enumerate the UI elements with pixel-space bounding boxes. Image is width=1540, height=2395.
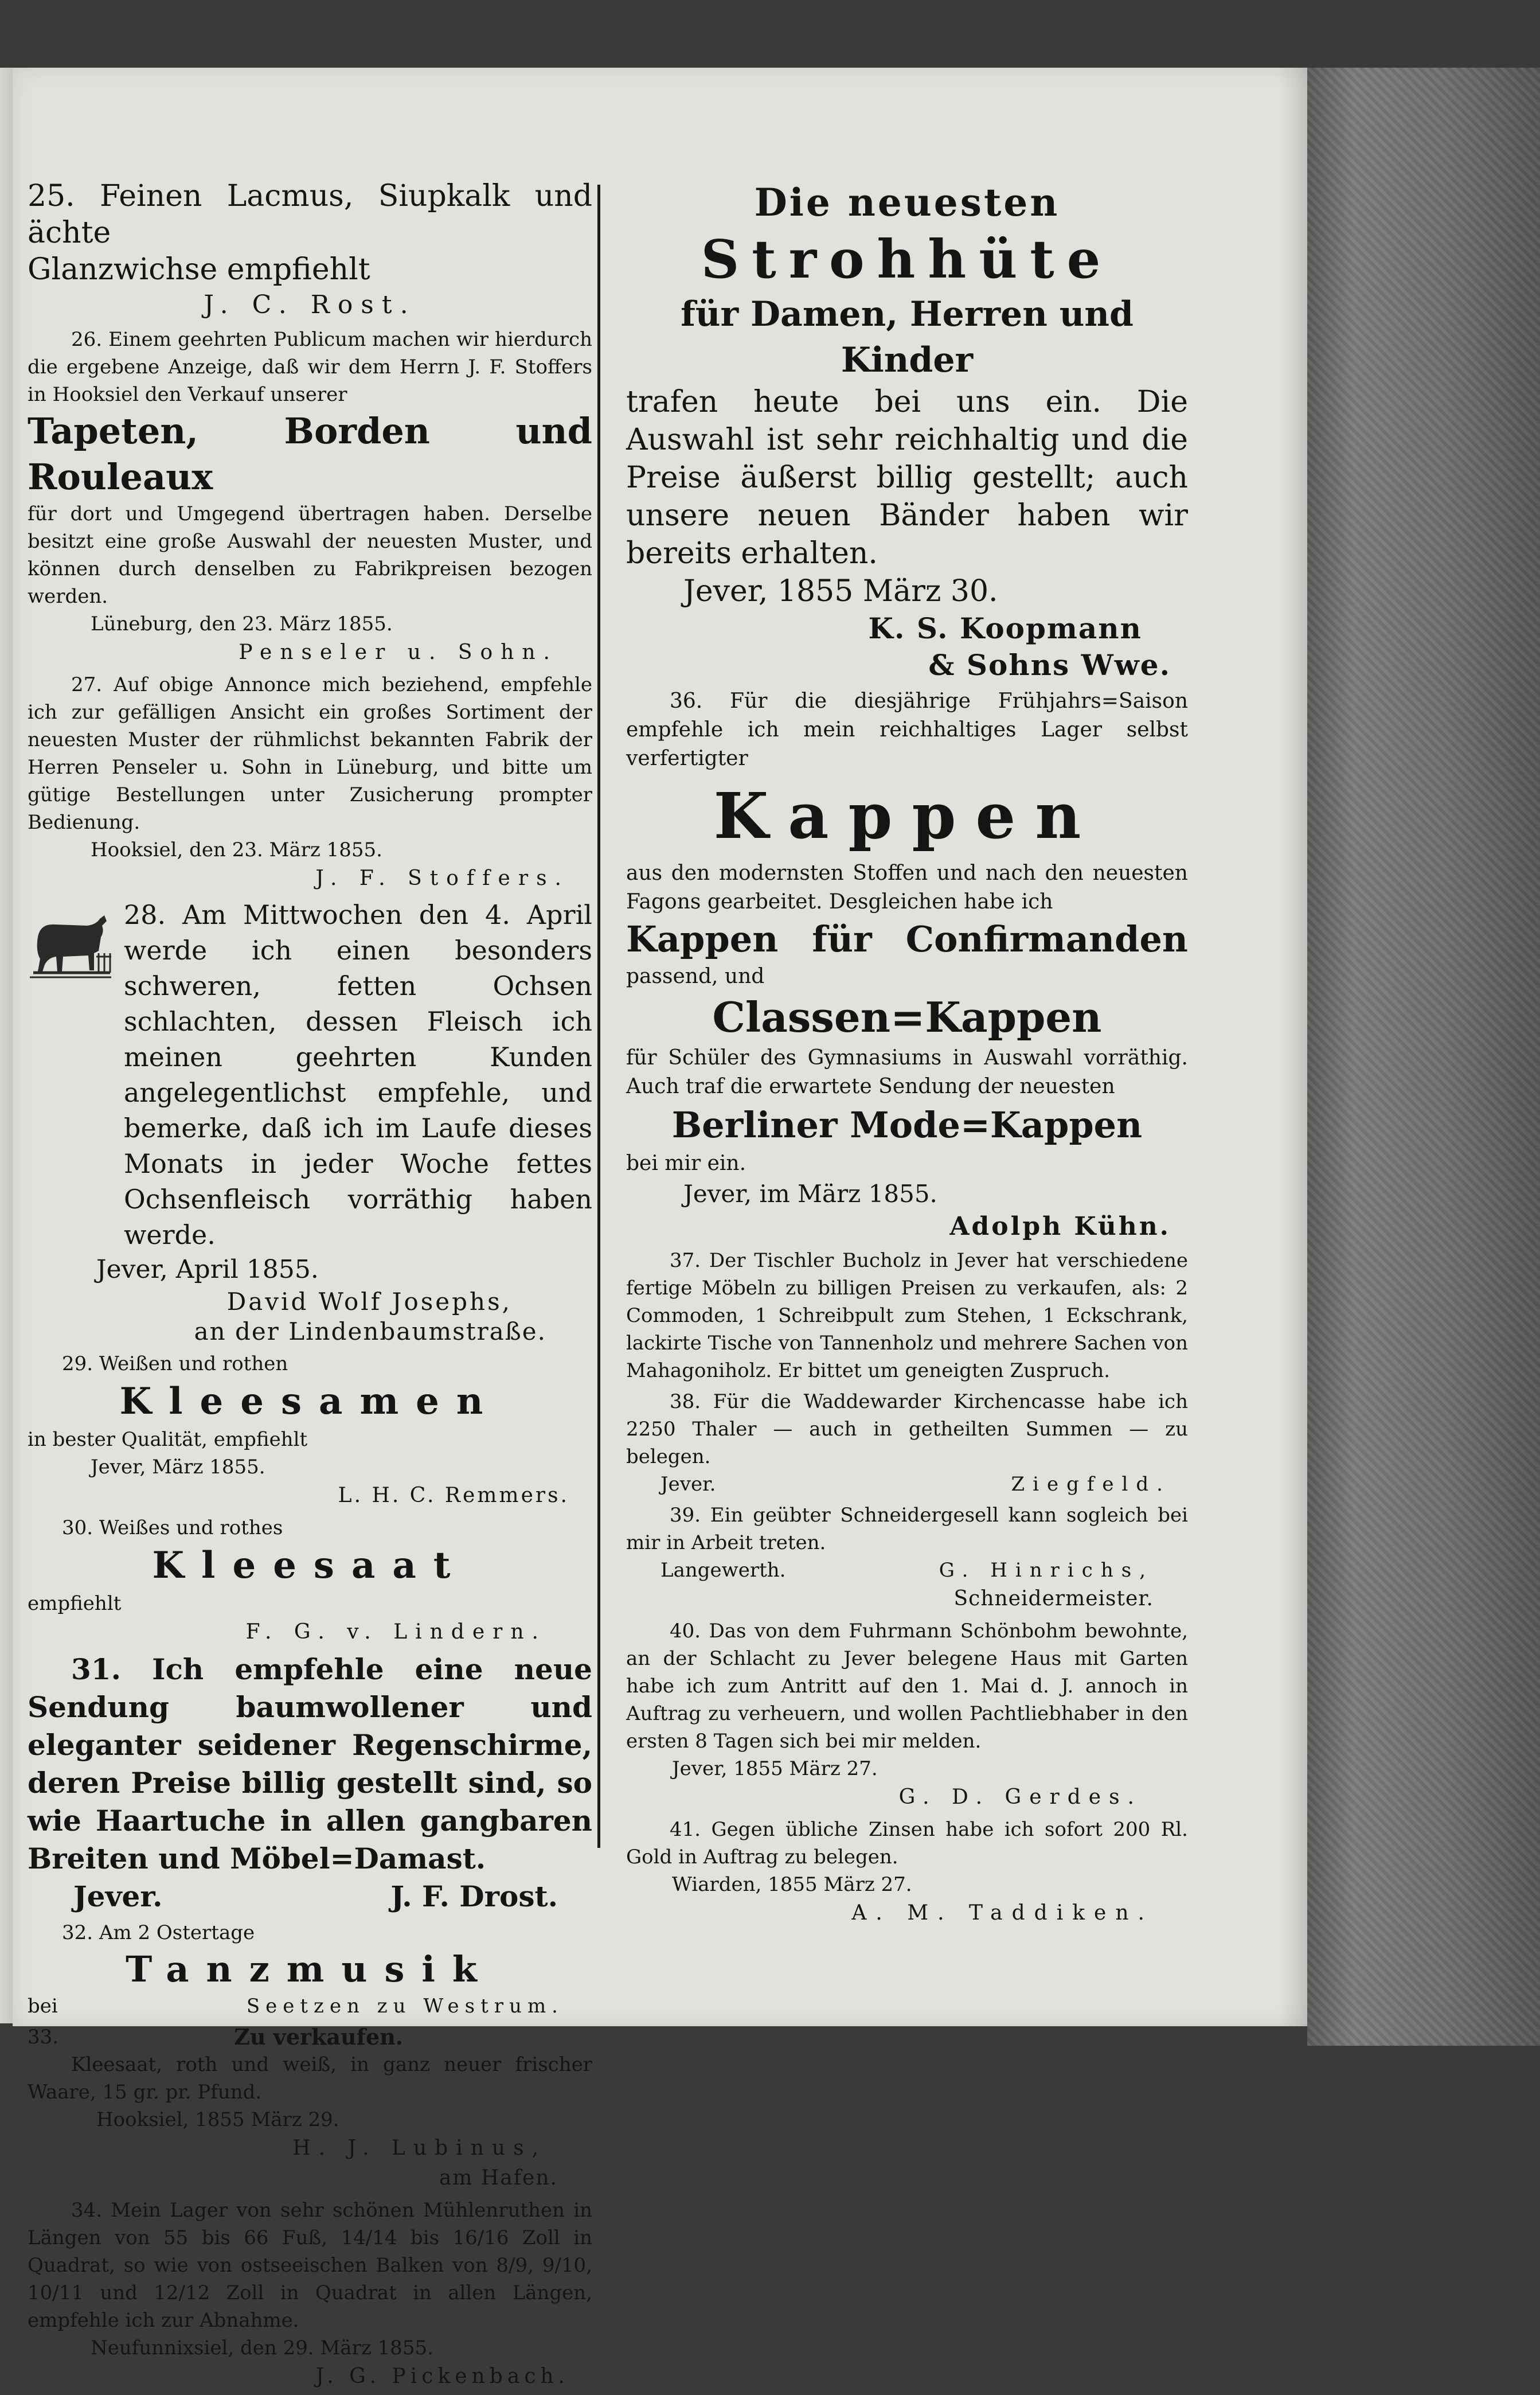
ad-36-headline: Kappen: [713, 779, 1101, 853]
ad-34-text: 34. Mein Lager von sehr schönen Mühlenruthen in Längen von 55 bis 66 Fuß, 14/14 bis 16/16 Zoll in Quadrat, so wie von ostseeischen Balken von 8/9, 9/10, 10/11 und 12/12 Zoll in Quadrat in allen Längen, empfehle ich zur Abnahme.: [28, 2199, 592, 2332]
ad-27-signature: J. F. Stoffers.: [315, 867, 569, 890]
left-column: [28, 178, 592, 2395]
ad-28: [28, 897, 592, 1347]
ad-36-text4: für Schüler des Gymnasiums in Auswahl vorräthig. Auch traf die erwartete Sendung der neuesten: [626, 1046, 1188, 1098]
ad-29: [28, 1350, 592, 1511]
ad-30: [28, 1514, 592, 1647]
ad-25-line1: 25. Feinen Lacmus, Siupkalk und ächte: [28, 179, 592, 250]
ad-36-text5: bei mir ein.: [626, 1152, 746, 1175]
ad-26-headline: Tapeten, Borden und Rouleaux: [28, 410, 592, 498]
ad-37: [626, 1247, 1188, 1384]
ad-26-place: Lüneburg, den 23. März 1855.: [91, 613, 393, 635]
ad-25-signature: J. C. Rost.: [204, 290, 416, 319]
ad-38-footer: [626, 1470, 1188, 1498]
ad-36-headline-2: Kappen für Confirmanden: [626, 918, 1188, 960]
ad-35-headline-3: für Damen, Herren und: [681, 294, 1133, 334]
ad-41-signature: A. M. Taddiken.: [851, 1901, 1154, 1925]
ad-33-text: Kleesaat, roth und weiß, in ganz neuer frischer Waare, 15 gr. pr. Pfund.: [28, 2053, 592, 2104]
ad-39-text: 39. Ein geübter Schneidergesell kann sogleich bei mir in Arbeit treten.: [626, 1504, 1188, 1554]
ad-41-place: Wiarden, 1855 März 27.: [672, 1873, 912, 1896]
ad-38: [626, 1388, 1188, 1498]
ad-36-text: 36. Für die diesjährige Frühjahrs=Saison empfehle ich mein reichhaltiges Lager selbst verfertigter: [626, 689, 1188, 770]
ad-26-text: 26. Einem geehrten Publicum machen wir hierdurch die ergebene Anzeige, daß wir dem Herrn J. F. Stoffers in Hooksiel den Verkauf unserer: [28, 328, 592, 406]
ad-33-signature-address: am Hafen.: [439, 2166, 558, 2190]
ad-40: [626, 1617, 1188, 1812]
book-binding: [1307, 68, 1540, 2046]
ad-36-place: Jever, im März 1855.: [683, 1180, 937, 1208]
ad-32-headline: Tanzmusik: [126, 1948, 494, 1990]
ad-32-footer: [28, 1992, 592, 2020]
ad-33: [28, 2023, 592, 2193]
ad-32-pre: bei: [28, 1995, 58, 2018]
ad-26-signature: Penseler u. Sohn.: [239, 641, 558, 664]
ad-28-signature-address: an der Lindenbaumstraße.: [194, 1317, 546, 1345]
ad-41-text: 41. Gegen übliche Zinsen habe ich sofort 200 Rl. Gold in Auftrag zu belegen.: [626, 1818, 1188, 1869]
ad-31: [28, 1651, 592, 1916]
ad-29-headline: Kleesamen: [119, 1380, 501, 1423]
ad-35-headline-1: Die neuesten: [754, 180, 1060, 225]
ad-27: [28, 671, 592, 894]
column-divider: [597, 185, 600, 1848]
ad-35-text: trafen heute bei uns ein. Die Auswahl ist sehr reichhaltig und die Preise äußerst billig gestellt; auch unsere neuen Bänder haben wir bereits erhalten.: [626, 385, 1188, 571]
ad-35-headline-2: Strohhüte: [701, 228, 1113, 290]
ad-33-headline: Zu verkaufen.: [234, 2024, 403, 2050]
ad-30-signature: F. G. v. Lindern.: [245, 1620, 546, 1644]
ad-35-place: Jever, 1855 März 30.: [683, 574, 998, 608]
ad-39: [626, 1501, 1188, 1614]
ad-33-place: Hooksiel, 1855 März 29.: [96, 2108, 339, 2131]
ad-28-place: Jever, April 1855.: [96, 1255, 319, 1284]
ad-34-place: Neufunnixsiel, den 29. März 1855.: [91, 2337, 433, 2359]
ad-27-text: 27. Auf obige Annonce mich beziehend, empfehle ich zur gefälligen Ansicht ein großes Sortiment der neuesten Muster der rühmlichst bekannten Fabrik der Herren Penseler u. Sohn in Lüneburg, und bitte um gütige Bestellungen unter Zusicherung prompter Bedienung.: [28, 673, 592, 834]
ad-33-num: 33.: [28, 2026, 59, 2049]
ad-38-signature: Ziegfeld.: [1011, 1473, 1171, 1496]
ad-31-footer: [28, 1878, 592, 1916]
ad-31-text: 31. Ich empfehle eine neue Sendung baumwollener und eleganter seidener Regenschirme, deren Preise billig gestellt sind, so wie Haartuche in allen gangbaren Breiten und Möbel=Damast.: [28, 1652, 592, 1875]
ad-30-headline: Kleesaat: [152, 1544, 468, 1587]
ad-31-place: Jever.: [73, 1879, 163, 1913]
ad-28-signature: David Wolf Josephs,: [226, 1288, 512, 1316]
right-column: [626, 178, 1188, 1932]
ad-40-place: Jever, 1855 März 27.: [672, 1757, 878, 1780]
ad-35: [626, 178, 1188, 684]
ad-29-signature: L. H. C. Remmers.: [338, 1484, 569, 1507]
ad-35-signature: K. S. Koopmann: [868, 611, 1142, 645]
ad-36-text3: passend, und: [626, 965, 765, 988]
ad-38-text: 38. Für die Waddewarder Kirchencasse habe ich 2250 Thaler — auch in getheilten Summen — zu belegen.: [626, 1390, 1188, 1468]
ad-31-signature: J. F. Drost.: [390, 1879, 558, 1913]
ad-35-headline-4: Kinder: [841, 340, 974, 380]
ad-26-text2: für dort und Umgegend übertragen haben. Derselbe besitzt eine große Auswahl der neuesten Muster, und können durch denselben zu Fabrikpreisen bezogen werden.: [28, 502, 592, 608]
ad-28-row: [28, 897, 592, 1253]
ad-29-line2: in bester Qualität, empfiehlt: [28, 1428, 308, 1451]
ad-36: [626, 687, 1188, 1243]
ad-36-signature: Adolph Kühn.: [949, 1212, 1171, 1241]
ad-27-place: Hooksiel, den 23. März 1855.: [91, 838, 382, 861]
ad-39-place: Langewerth.: [660, 1559, 786, 1582]
ad-30-line2: empfiehlt: [28, 1592, 122, 1615]
ad-28-cow-text: [124, 897, 592, 1253]
ad-36-headline-4: Berliner Mode=Kappen: [671, 1104, 1143, 1146]
ad-36-headline-3: Classen=Kappen: [712, 993, 1102, 1042]
ad-39-signature-title: Schneidermeister.: [953, 1587, 1154, 1610]
ad-32: [28, 1919, 592, 2020]
ad-40-signature: G. D. Gerdes.: [898, 1785, 1142, 1809]
ad-25-line2: Glanzwichse empfiehlt: [28, 252, 370, 287]
ad-26: [28, 326, 592, 668]
ad-30-line1: 30. Weißes und rothes: [62, 1516, 283, 1539]
ad-39-signature: G. Hinrichs,: [939, 1559, 1154, 1582]
ad-36-text2: aus den modernsten Stoffen und nach den neuesten Fagons gearbeitet. Desgleichen habe ich: [626, 861, 1188, 914]
ad-29-line1: 29. Weißen und rothen: [62, 1352, 288, 1375]
ad-32-signature: Seetzen zu Westrum.: [246, 1995, 564, 2018]
ad-33-signature: H. J. Lubinus,: [292, 2136, 546, 2160]
ad-40-text: 40. Das von dem Fuhrmann Schönbohm bewohnte, an der Schlacht zu Jever belegene Haus mit Garten habe ich zum Antritt auf den 1. Mai d. J. annoch in Auftrag zu verheuern, und wollen Pachtliebhaber in den ersten 8 Tagen sich bei mir melden.: [626, 1620, 1188, 1753]
ad-34-signature: J. G. Pickenbach.: [315, 2365, 569, 2388]
ad-25: [28, 178, 592, 322]
ad-37-text: 37. Der Tischler Bucholz in Jever hat verschiedene fertige Möbeln zu billigen Preisen zu verkaufen, als: 2 Commoden, 1 Schreibpult zum Stehen, 1 Eckschrank, lackirte Tische von Tannenholz und mehrere Sachen von Mahagoniholz. Er bittet um geneigten Zuspruch.: [626, 1249, 1188, 1382]
ox-woodcut-icon: [28, 902, 114, 988]
ad-35-signature-2: & Sohns Wwe.: [928, 648, 1171, 682]
ad-38-place: Jever.: [660, 1473, 716, 1496]
ad-28-text: 28. Am Mittwochen den 4. April werde ich einen besonders schweren, fetten Ochsen schlachten, dessen Fleisch ich meinen geehrten Kunden angelegentlichst empfehle, und bemerke, daß ich im Laufe dieses Monats in jeder Woche fettes Ochsenfleisch vorräthig haben werde.: [124, 899, 592, 1250]
ad-34: [28, 2197, 592, 2392]
ad-41: [626, 1816, 1188, 1928]
ad-32-line1: 32. Am 2 Ostertage: [62, 1921, 255, 1944]
ad-39-footer: [626, 1557, 1188, 1584]
ad-29-place: Jever, März 1855.: [91, 1456, 265, 1479]
ad-33-head-row: [28, 2023, 592, 2051]
